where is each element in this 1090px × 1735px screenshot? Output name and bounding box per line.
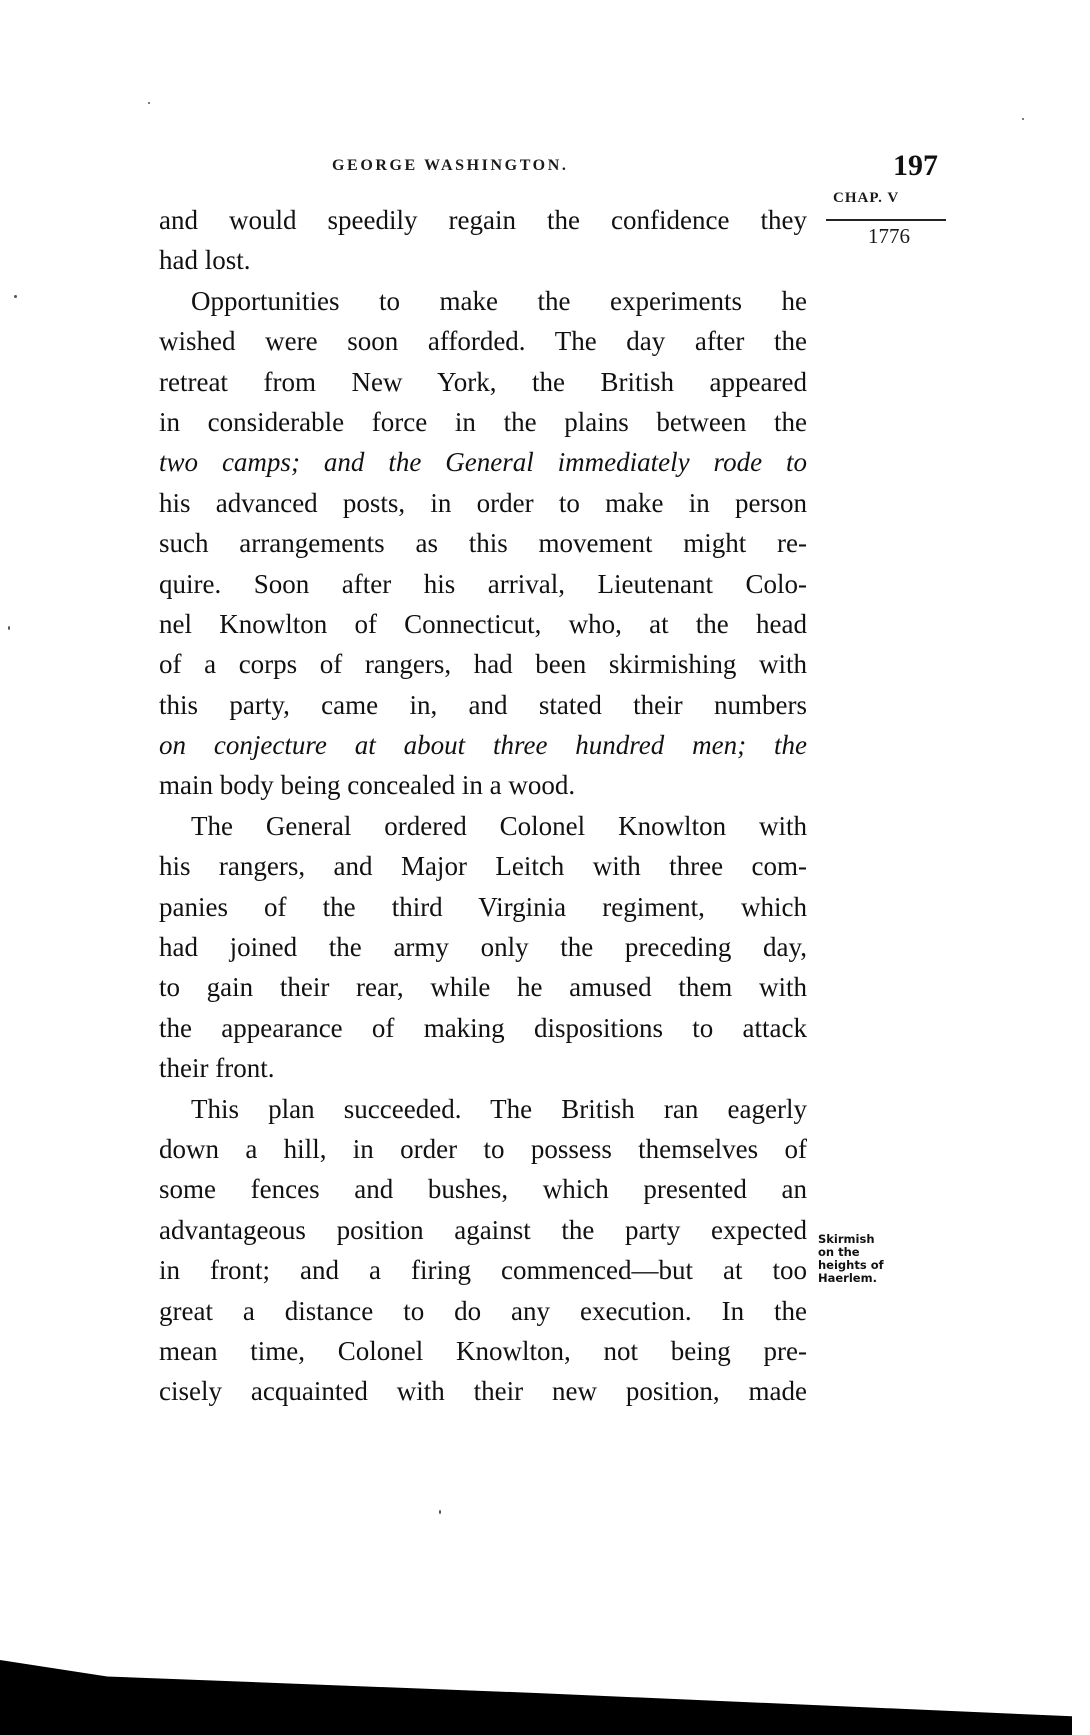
text-line: wished were soon afforded. The day after the [159, 326, 807, 357]
sidenote-line: Haerlem. [818, 1271, 877, 1285]
text-line: in front; and a firing commenced—but at too [159, 1255, 807, 1286]
text-line: cisely acquainted with their new position, made [159, 1376, 807, 1407]
running-head: GEORGE WASHINGTON. [332, 157, 569, 174]
scan-speck [14, 295, 17, 298]
text-line: of a corps of rangers, had been skirmishing with [159, 649, 807, 680]
text-line: the appearance of making dispositions to attack [159, 1012, 807, 1043]
text-line: main body being concealed in a wood. [159, 770, 576, 801]
text-line: down a hill, in order to possess themselves of [159, 1133, 807, 1164]
text-line: to gain their rear, while he amused them with [159, 972, 807, 1003]
sidenote-line: on the [818, 1245, 860, 1259]
body-text [159, 200, 807, 1412]
margin-sidenote [818, 1233, 884, 1285]
text-line: and would speedily regain the confidence they [159, 205, 807, 235]
scan-edge-shadow [0, 1660, 1072, 1735]
text-line: had joined the army only the preceding day, [159, 932, 807, 963]
text-line: on conjecture at about three hundred men; the [159, 730, 807, 761]
sidenote-line: Skirmish [818, 1232, 875, 1246]
text-line: some fences and bushes, which presented an [159, 1174, 807, 1205]
scan-speck [439, 1510, 441, 1514]
scan-speck [8, 626, 10, 630]
scan-speck [1022, 118, 1024, 120]
text-line: such arrangements as this movement might re- [159, 528, 807, 559]
text-line: great a distance to do any execution. In the [159, 1295, 807, 1326]
page-number: 197 [893, 149, 938, 182]
text-line: his advanced posts, in order to make in person [159, 487, 807, 518]
text-line: panies of the third Virginia regiment, which [159, 891, 807, 922]
paragraph-start-line: The General ordered Colonel Knowlton with [191, 810, 807, 841]
year-label: 1776 [868, 224, 910, 248]
text-line: his rangers, and Major Leitch with three com- [159, 851, 807, 882]
chapter-rule-divider [826, 219, 946, 221]
text-line: mean time, Colonel Knowlton, not being pre- [159, 1335, 807, 1366]
text-line: had lost. [159, 245, 251, 276]
paragraph-start-line: Opportunities to make the experiments he [191, 285, 807, 316]
sidenote-line: heights of [818, 1258, 884, 1272]
text-line: two camps; and the General immediately rode to [159, 447, 807, 478]
scan-speck [148, 102, 150, 104]
text-line: this party, came in, and stated their numbers [159, 689, 807, 720]
text-line: quire. Soon after his arrival, Lieutenant Colo- [159, 568, 807, 599]
text-line: retreat from New York, the British appeared [159, 366, 807, 397]
text-line: nel Knowlton of Connecticut, who, at the head [159, 608, 807, 639]
text-line: their front. [159, 1053, 275, 1084]
text-line: advantageous position against the party expected [159, 1214, 807, 1245]
paragraph-start-line: This plan succeeded. The British ran eagerly [191, 1093, 807, 1124]
chapter-label: CHAP. V [833, 190, 900, 206]
text-line: in considerable force in the plains between the [159, 406, 807, 437]
